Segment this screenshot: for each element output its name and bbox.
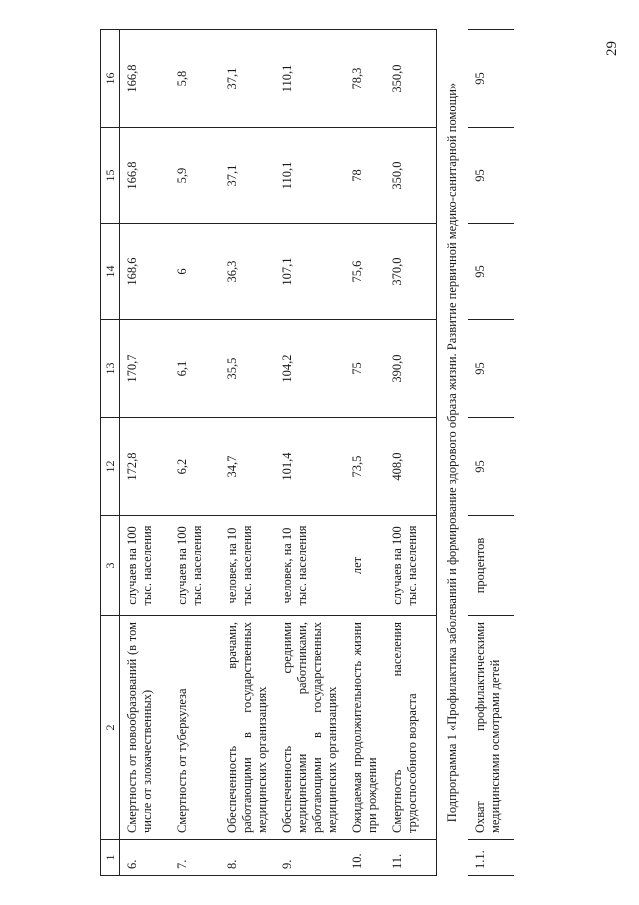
value-cell: 78,3 <box>345 30 385 128</box>
row-number: 8. <box>220 840 275 876</box>
unit-cell: человек, на 10 тыс. населения <box>275 516 345 616</box>
value-cell: 6 <box>170 224 220 320</box>
col-header: 1 <box>101 840 120 876</box>
table-row <box>170 30 220 876</box>
row-number: 7. <box>170 840 220 876</box>
value-cell: 110,1 <box>275 30 345 128</box>
value-cell: 101,4 <box>275 418 345 516</box>
row-number: 9. <box>275 840 345 876</box>
value-cell: 95 <box>468 30 514 128</box>
table-row <box>385 30 437 876</box>
value-cell: 350,0 <box>385 30 437 128</box>
value-cell: 168,6 <box>120 224 170 320</box>
indicator-name: Обеспеченность средними медицинскими работниками, работающими в государственных медицинских организациях <box>275 616 345 840</box>
row-number: 1.1. <box>468 840 514 876</box>
value-cell: 95 <box>468 224 514 320</box>
unit-cell: лет <box>345 516 385 616</box>
value-cell: 172,8 <box>120 418 170 516</box>
unit-cell: случаев на 100 тыс. населения <box>385 516 437 616</box>
value-cell: 75 <box>345 320 385 418</box>
table-row <box>220 30 275 876</box>
col-header: 14 <box>101 224 120 320</box>
indicator-name: Смертность населения трудоспособного возраста <box>385 616 437 840</box>
unit-cell: случаев на 100 тыс. населения <box>120 516 170 616</box>
indicator-name: Смертность от новообразований (в том числе от злокачественных) <box>120 616 170 840</box>
col-header: 12 <box>101 418 120 516</box>
table-row <box>120 30 170 876</box>
value-cell: 95 <box>468 418 514 516</box>
row-number: 6. <box>120 840 170 876</box>
subprogram-row <box>437 30 469 876</box>
page-number: 29 <box>604 41 620 56</box>
value-cell: 6,1 <box>170 320 220 418</box>
value-cell: 5,9 <box>170 128 220 224</box>
table-row <box>275 30 345 876</box>
subprogram-title: Подпрограмма 1 «Профилактика заболеваний и формирование здорового образа жизни. Развитие первичной медико-санитарной помощи» <box>445 82 459 823</box>
indicator-name: Смертность от туберкулеза <box>170 616 220 840</box>
value-cell: 107,1 <box>275 224 345 320</box>
table-row <box>468 30 514 876</box>
row-number: 10. <box>345 840 385 876</box>
value-cell: 36,3 <box>220 224 275 320</box>
indicator-name: Охват профилактическими медицинскими осмотрами детей <box>468 616 514 840</box>
value-cell: 110,1 <box>275 128 345 224</box>
unit-cell: случаев на 100 тыс. населения <box>170 516 220 616</box>
value-cell: 390,0 <box>385 320 437 418</box>
indicators-table <box>100 29 514 876</box>
col-header: 16 <box>101 30 120 128</box>
value-cell: 170,7 <box>120 320 170 418</box>
value-cell: 166,8 <box>120 128 170 224</box>
value-cell: 35,5 <box>220 320 275 418</box>
value-cell: 370,0 <box>385 224 437 320</box>
unit-cell: процентов <box>468 516 514 616</box>
value-cell: 37,1 <box>220 30 275 128</box>
col-header: 13 <box>101 320 120 418</box>
value-cell: 34,7 <box>220 418 275 516</box>
value-cell: 75,6 <box>345 224 385 320</box>
value-cell: 408,0 <box>385 418 437 516</box>
col-header: 15 <box>101 128 120 224</box>
table-row <box>345 30 385 876</box>
row-number: 11. <box>385 840 437 876</box>
table-header-row <box>101 30 120 876</box>
indicator-name: Ожидаемая продолжительность жизни при рождении <box>345 616 385 840</box>
value-cell: 37,1 <box>220 128 275 224</box>
value-cell: 104,2 <box>275 320 345 418</box>
col-header: 3 <box>101 516 120 616</box>
col-header: 2 <box>101 616 120 840</box>
value-cell: 350,0 <box>385 128 437 224</box>
rotated-table-container <box>100 30 548 876</box>
value-cell: 6,2 <box>170 418 220 516</box>
value-cell: 73,5 <box>345 418 385 516</box>
unit-cell: человек, на 10 тыс. населения <box>220 516 275 616</box>
value-cell: 78 <box>345 128 385 224</box>
value-cell: 5,8 <box>170 30 220 128</box>
value-cell: 166,8 <box>120 30 170 128</box>
value-cell: 95 <box>468 320 514 418</box>
indicator-name: Обеспеченность врачами, работающими в государственных медицинских организациях <box>220 616 275 840</box>
value-cell: 95 <box>468 128 514 224</box>
